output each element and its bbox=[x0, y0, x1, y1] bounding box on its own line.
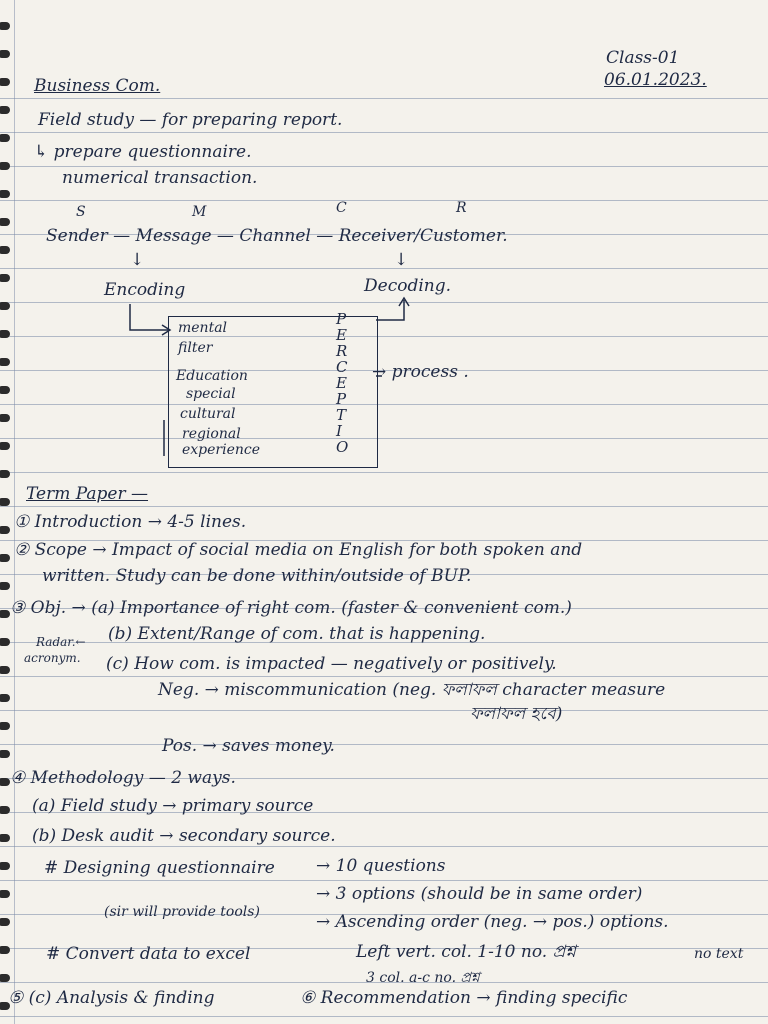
smcr-letter-c: C bbox=[336, 200, 347, 216]
binding-hole bbox=[0, 134, 10, 142]
rule-line bbox=[0, 268, 768, 269]
binding-hole bbox=[0, 358, 10, 366]
binding-hole bbox=[0, 190, 10, 198]
rule-line bbox=[0, 744, 768, 745]
convert-to-excel: # Convert data to excel bbox=[46, 944, 251, 964]
no-text-note: no text bbox=[694, 946, 744, 962]
perception-letter: T bbox=[336, 406, 347, 424]
smcr-model-line: Sender — Message — Channel — Receiver/Customer. bbox=[46, 226, 508, 246]
subject-title: Business Com. bbox=[34, 76, 161, 96]
rule-line bbox=[0, 506, 768, 507]
perception-letter: R bbox=[336, 342, 348, 360]
rule-line bbox=[0, 846, 768, 847]
binding-hole bbox=[0, 750, 10, 758]
perception-letter: E bbox=[336, 374, 347, 392]
binding-hole bbox=[0, 106, 10, 114]
rule-line bbox=[0, 880, 768, 881]
margin-note-radar: Radar.← bbox=[36, 635, 86, 649]
point-objective-b: (b) Extent/Range of com. that is happening. bbox=[108, 624, 486, 644]
binding-hole bbox=[0, 78, 10, 86]
smcr-letter-m: M bbox=[192, 204, 207, 220]
designing-questionnaire: # Designing questionnaire bbox=[44, 858, 275, 878]
margin-note-acronym: acronym. bbox=[24, 651, 81, 665]
binding-hole bbox=[0, 834, 10, 842]
point-objective-c: (c) How com. is impacted — negatively or positively. bbox=[106, 654, 557, 674]
perception-letter: E bbox=[336, 326, 347, 344]
binding-hole bbox=[0, 526, 10, 534]
binding-hole bbox=[0, 330, 10, 338]
filter-item: special bbox=[186, 386, 236, 402]
binding-hole bbox=[0, 218, 10, 226]
binding-hole bbox=[0, 470, 10, 478]
binding-hole bbox=[0, 778, 10, 786]
rule-line bbox=[0, 1016, 768, 1017]
binding-hole bbox=[0, 414, 10, 422]
note-line-questionnaire: ↳ prepare questionnaire. bbox=[34, 142, 252, 162]
lecture-date: 06.01.2023. bbox=[604, 70, 707, 90]
positive-note: Pos. → saves money. bbox=[162, 736, 335, 756]
rule-line bbox=[0, 710, 768, 711]
binding-hole bbox=[0, 666, 10, 674]
decoding-label: Decoding. bbox=[364, 276, 452, 296]
binding-hole bbox=[0, 890, 10, 898]
questionnaire-rule: → 3 options (should be in same order) bbox=[316, 884, 643, 904]
binding-hole bbox=[0, 22, 10, 30]
point-scope-cont: written. Study can be done within/outside of BUP. bbox=[42, 566, 472, 586]
sir-note: (sir will provide tools) bbox=[104, 904, 260, 920]
binding-hole bbox=[0, 246, 10, 254]
binding-hole bbox=[0, 862, 10, 870]
binding-hole bbox=[0, 806, 10, 814]
perception-letter: P bbox=[336, 310, 347, 328]
filter-item: cultural bbox=[180, 406, 236, 422]
perception-letter: O bbox=[336, 438, 349, 456]
rule-line bbox=[0, 676, 768, 677]
smcr-letter-r: R bbox=[456, 200, 467, 216]
point-recommendation: ⑥ Recommendation → finding specific bbox=[300, 988, 628, 1008]
binding-hole bbox=[0, 946, 10, 954]
perception-letter: C bbox=[336, 358, 348, 376]
binding-hole bbox=[0, 582, 10, 590]
filter-item: Education bbox=[176, 368, 248, 384]
binding-hole bbox=[0, 162, 10, 170]
filter-item: experience bbox=[182, 442, 261, 458]
binding-hole bbox=[0, 302, 10, 310]
point-objective-a: ③ Obj. → (a) Importance of right com. (faster & convenient com.) bbox=[10, 598, 572, 618]
binding-hole bbox=[0, 50, 10, 58]
binding-hole bbox=[0, 498, 10, 506]
smcr-letter-s: S bbox=[76, 204, 86, 220]
point-scope: ② Scope → Impact of social media on English for both spoken and bbox=[14, 540, 583, 560]
process-label: → process . bbox=[372, 362, 469, 382]
term-paper-heading: Term Paper — bbox=[26, 484, 149, 504]
point-analysis: ⑤ (c) Analysis & finding bbox=[8, 988, 215, 1008]
questionnaire-rule: → Ascending order (neg. → pos.) options. bbox=[316, 912, 669, 932]
encoding-label: Encoding bbox=[104, 280, 186, 300]
rule-line bbox=[0, 166, 768, 167]
arrow-down-icon: ↓ bbox=[130, 250, 145, 270]
filter-item: mental bbox=[178, 320, 228, 336]
rule-line bbox=[0, 200, 768, 201]
perception-letter: I bbox=[336, 422, 342, 440]
binding-hole bbox=[0, 722, 10, 730]
binding-hole bbox=[0, 918, 10, 926]
questionnaire-rule: → 10 questions bbox=[316, 856, 446, 876]
rule-line bbox=[0, 472, 768, 473]
binding-hole bbox=[0, 274, 10, 282]
rule-line bbox=[0, 132, 768, 133]
perception-letter: P bbox=[336, 390, 347, 408]
binding-hole bbox=[0, 442, 10, 450]
class-number: Class-01 bbox=[606, 48, 680, 68]
method-desk-audit: (b) Desk audit → secondary source. bbox=[32, 826, 336, 846]
rule-line bbox=[0, 98, 768, 99]
filter-item: regional bbox=[182, 426, 241, 442]
note-line-numerical: numerical transaction. bbox=[62, 168, 258, 188]
point-methodology: ④ Methodology — 2 ways. bbox=[10, 768, 236, 788]
note-line-field-study: Field study — for preparing report. bbox=[38, 110, 343, 130]
binding-hole bbox=[0, 638, 10, 646]
binding-hole bbox=[0, 694, 10, 702]
negative-note-cont: ফলাফল হবে) bbox=[470, 704, 563, 724]
binding-hole bbox=[0, 610, 10, 618]
point-introduction: ① Introduction → 4-5 lines. bbox=[14, 512, 247, 532]
excel-instruction: Left vert. col. 1-10 no. প্রশ্ন bbox=[356, 942, 576, 962]
binding-hole bbox=[0, 974, 10, 982]
method-field-study: (a) Field study → primary source bbox=[32, 796, 314, 816]
binding-hole bbox=[0, 554, 10, 562]
filter-item: filter bbox=[178, 340, 213, 356]
negative-note: Neg. → miscommunication (neg. ফলাফল character measure bbox=[158, 680, 666, 700]
excel-instruction: 3 col. a-c no. প্রশ্ন bbox=[366, 970, 480, 986]
binding-hole bbox=[0, 386, 10, 394]
arrow-down-icon: ↓ bbox=[394, 250, 409, 270]
